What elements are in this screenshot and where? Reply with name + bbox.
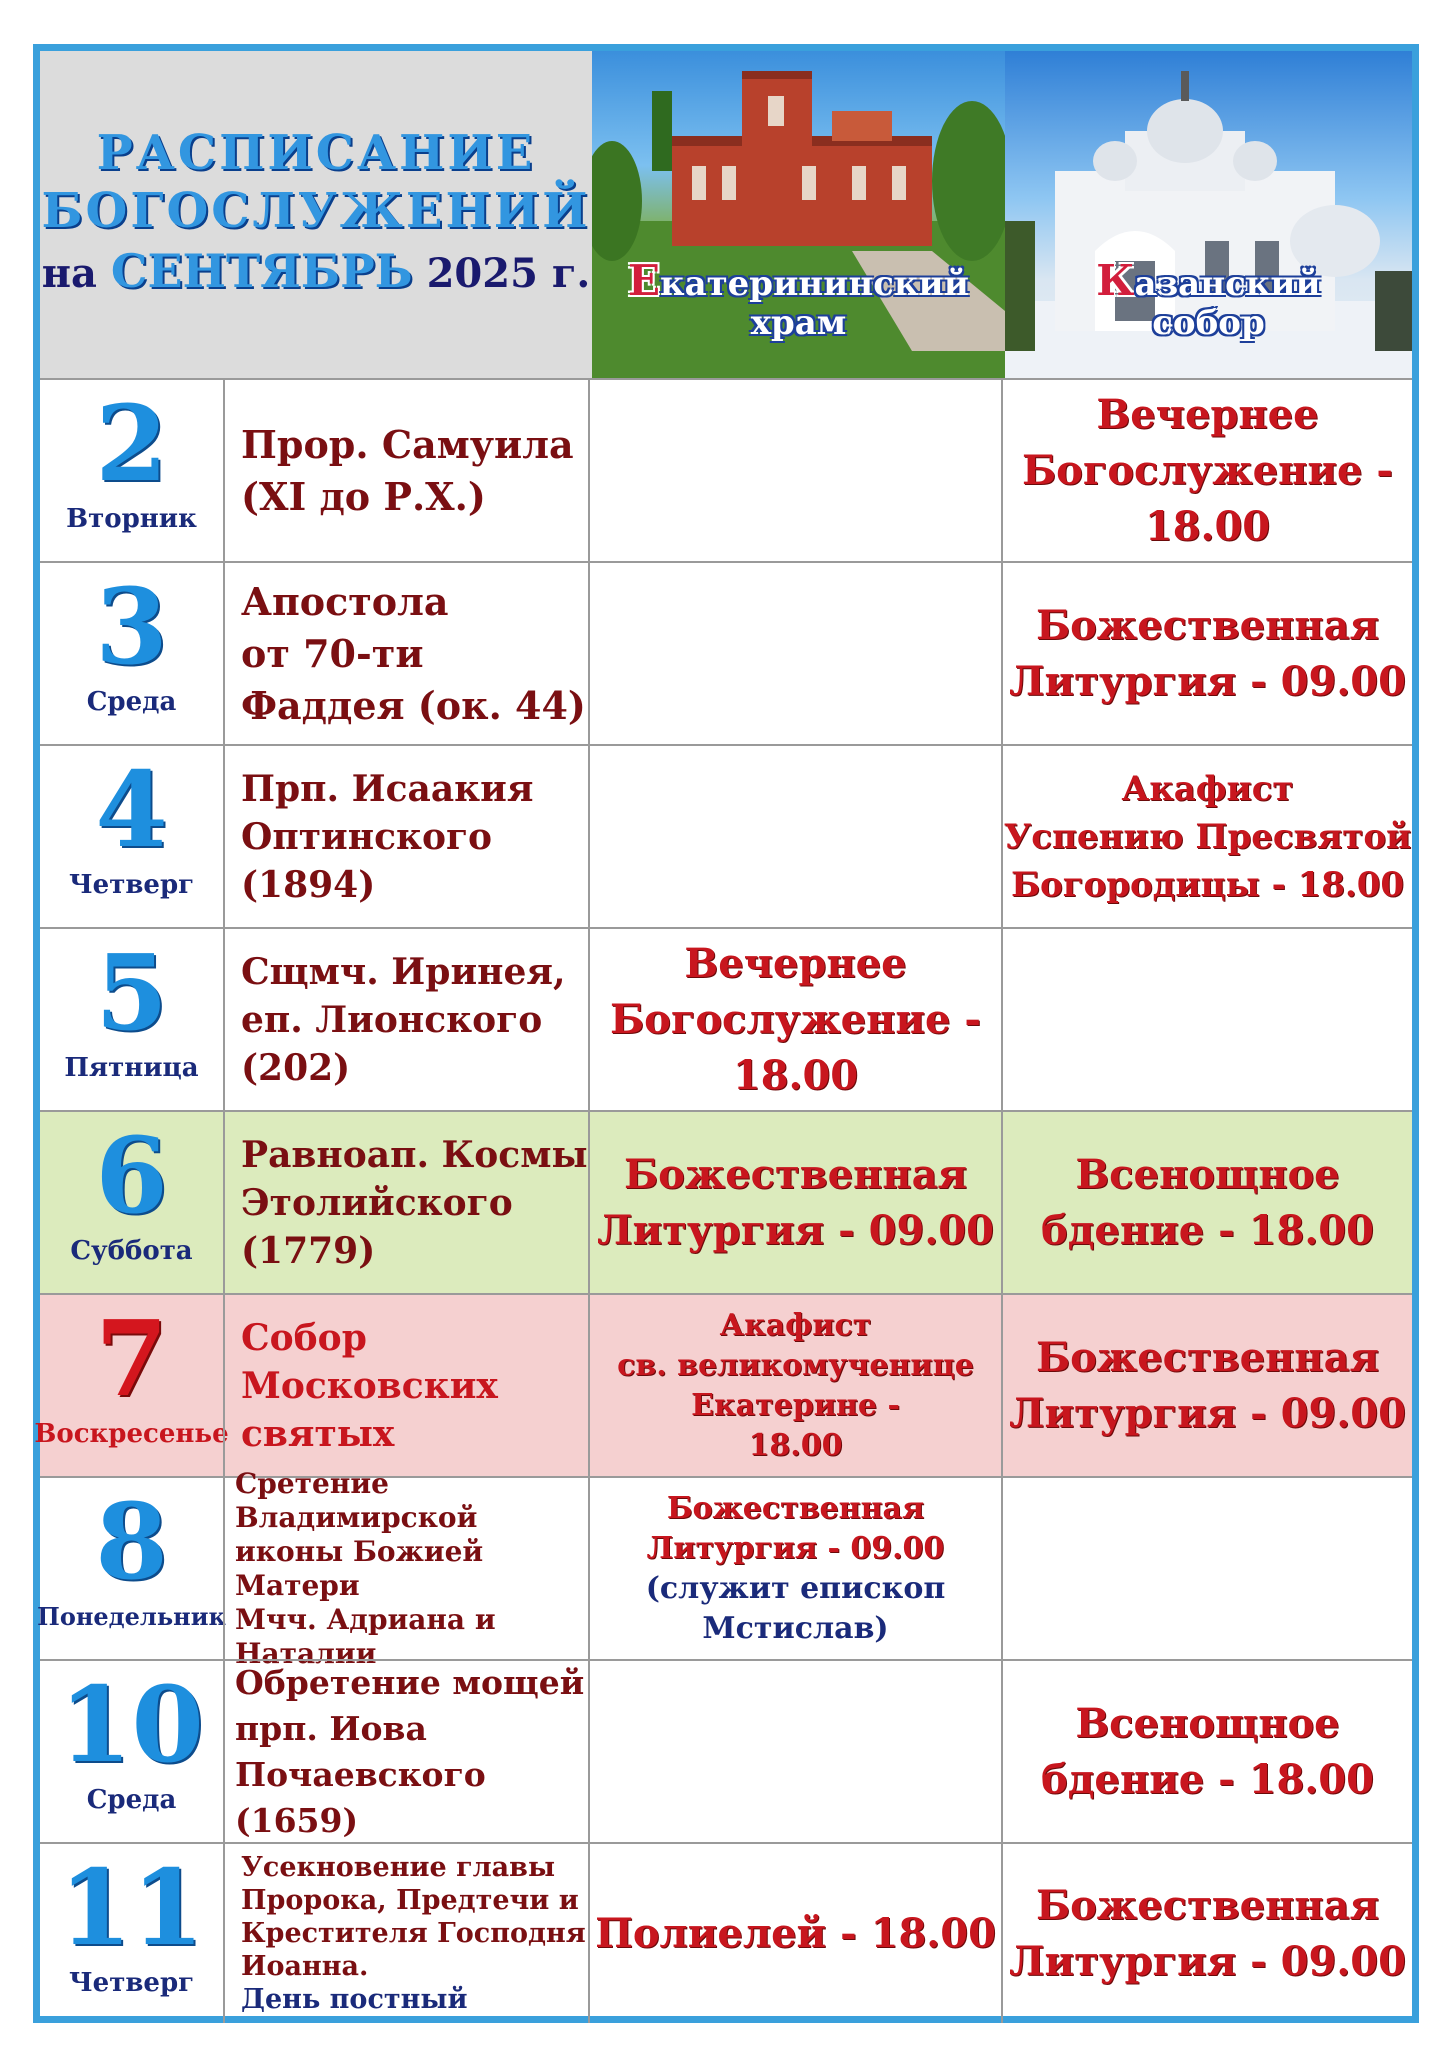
service-note: (служит епископ (645, 1570, 946, 1606)
service-line: Богослужение - (610, 995, 981, 1043)
saint-line: Апостола (241, 578, 449, 624)
saint-line: Прп. Исаакия (241, 767, 534, 810)
saint-cell (223, 1295, 588, 1476)
month-name: СЕНТЯБРЬ (110, 244, 413, 298)
day-number: 7 (95, 1297, 168, 1420)
schedule-row (40, 927, 1412, 1110)
ekaterina-cell (588, 1844, 1001, 2023)
service-line: Богородицы - 18.00 (1010, 864, 1405, 905)
service-line: Литургия - 09.00 (1009, 1389, 1406, 1437)
saint-line: День постный (241, 1984, 468, 2015)
weekday: Понедельник (37, 1602, 226, 1631)
church1-name: катерининский (660, 264, 969, 304)
day-number: 11 (59, 1846, 204, 1969)
service-line: Божественная (1035, 601, 1380, 649)
month-line (42, 240, 591, 305)
saint-line: прп. Иова (235, 1708, 427, 1748)
service-line: Литургия - 09.00 (1009, 1937, 1406, 1985)
saint-line: Усекновение главы (241, 1852, 556, 1883)
saint-line: иконы Божией Матери (235, 1534, 484, 1602)
church2-first-letter: К (1096, 256, 1135, 305)
service-line: 18.00 (748, 1427, 843, 1463)
kazan-cathedral-photo (1005, 51, 1412, 378)
saint-line: Прор. Самуила (241, 421, 574, 467)
service-line: св. великомученице (617, 1347, 974, 1383)
saint-line: Пророка, Предтечи и (241, 1885, 579, 1916)
weekday: Четверг (68, 1968, 195, 1998)
schedule-row (40, 1842, 1412, 2023)
date-cell (40, 746, 223, 927)
saint-cell (223, 1661, 588, 1842)
schedule-row (40, 378, 1412, 561)
service-line: Всенощное (1075, 1150, 1340, 1198)
schedule-row (37, 1466, 1412, 1670)
church2-name: азанский (1134, 264, 1321, 304)
saint-cell (223, 380, 588, 561)
schedule-row (40, 1659, 1412, 1842)
schedule-row-sunday (34, 1293, 1412, 1476)
ekaterina-cell (588, 1112, 1001, 1293)
weekday: Пятница (64, 1053, 199, 1083)
service-line: 18.00 (732, 1051, 859, 1099)
year: 2025 г. (426, 250, 591, 297)
ekaterina-cell (588, 929, 1001, 1110)
saint-line: еп. Лионского (241, 998, 543, 1041)
title-line-1: РАСПИСАНИЕ (96, 125, 536, 181)
service-line: Полиелей - 18.00 (595, 1909, 996, 1957)
service-line: Екатерине - (691, 1387, 900, 1423)
saint-line: Крестителя Господня (241, 1918, 586, 1949)
church1-first-letter: Е (628, 256, 661, 305)
service-line: Литургия - 09.00 (1009, 657, 1406, 705)
schedule-row-saturday (40, 1110, 1412, 1293)
day-number: 8 (95, 1480, 168, 1603)
ekaterina-cell (588, 1661, 1001, 1842)
month-prefix: на (41, 250, 97, 297)
saint-cell (223, 746, 588, 927)
ekaterina-cell (588, 746, 1001, 927)
schedule-row (40, 744, 1412, 927)
service-line: Акафист (719, 1307, 872, 1343)
kazan-cell (1001, 1112, 1412, 1293)
ekaterina-cell (588, 1478, 1001, 1659)
service-line: Вечернее (684, 939, 907, 987)
date-cell (40, 1844, 223, 2023)
saint-line: Наталии (235, 1636, 377, 1670)
saint-line: Этолийского (241, 1181, 513, 1224)
service-line: бдение - 18.00 (1041, 1206, 1374, 1254)
saint-line: Обретение мощей (235, 1662, 585, 1702)
kazan-cell (1001, 746, 1412, 927)
weekday: Воскресенье (34, 1419, 229, 1449)
service-line: Богослужение - (1022, 446, 1393, 494)
service-note: Мстислав) (702, 1610, 889, 1646)
kazan-cell (1001, 1478, 1412, 1659)
saint-line: Сретение Владимирской (235, 1466, 478, 1534)
schedule-frame (33, 44, 1419, 2023)
saint-cell (223, 1112, 588, 1293)
date-cell (34, 1295, 229, 1476)
saint-line: Фаддея (ок. 44) (241, 682, 586, 728)
service-line: Литургия - 09.00 (646, 1530, 945, 1566)
saint-line: святых (241, 1412, 395, 1455)
service-line: 18.00 (1144, 502, 1271, 550)
service-line: Вечернее (1096, 390, 1319, 438)
ekaterina-cell (588, 1295, 1001, 1476)
day-number: 3 (95, 565, 168, 688)
saint-line: Почаевского (1659) (235, 1754, 486, 1840)
church1-caption-line2: храм (750, 303, 847, 343)
saint-cell (223, 929, 588, 1110)
saint-line: от 70-ти (241, 630, 424, 676)
kazan-cell (1001, 1661, 1412, 1842)
service-line: Божественная (666, 1490, 925, 1526)
service-line: Акафист (1121, 768, 1294, 809)
kazan-cell (1001, 1295, 1412, 1476)
saint-line: Собор Московских (241, 1316, 498, 1407)
date-cell (40, 1112, 223, 1293)
weekday: Суббота (70, 1236, 193, 1266)
service-line: Божественная (623, 1150, 968, 1198)
day-number: 10 (59, 1663, 204, 1786)
title-line-2: БОГОСЛУЖЕНИЙ (41, 183, 591, 239)
service-line: Литургия - 09.00 (597, 1206, 994, 1254)
weekday: Среда (86, 687, 177, 717)
ekaterina-cell (588, 380, 1001, 561)
day-number: 2 (95, 382, 168, 505)
weekday: Среда (86, 1785, 177, 1815)
service-line: Успению Пресвятой (1003, 816, 1412, 857)
kazan-cell (1001, 1844, 1412, 2023)
day-number: 6 (95, 1114, 168, 1237)
kazan-cell (1001, 929, 1412, 1110)
saint-line: (202) (241, 1046, 351, 1089)
date-cell (37, 1478, 226, 1659)
weekday: Вторник (66, 504, 197, 534)
saint-line: Оптинского (241, 815, 493, 858)
service-line: бдение - 18.00 (1041, 1755, 1374, 1803)
ekaterina-church-photo (592, 51, 1005, 378)
saint-line: Мчч. Адриана и (235, 1602, 496, 1636)
saint-cell (223, 563, 588, 744)
date-cell (40, 380, 223, 561)
ekaterina-cell (588, 563, 1001, 744)
kazan-cell (1001, 563, 1412, 744)
day-number: 4 (95, 748, 168, 871)
service-line: Божественная (1035, 1333, 1380, 1381)
date-cell (40, 1661, 223, 1842)
saint-line: (1894) (241, 863, 376, 906)
saint-line: Иоанна. (241, 1951, 369, 1982)
schedule-row (40, 561, 1412, 744)
title-box (40, 51, 592, 378)
saint-line: Сщмч. Иринея, (241, 950, 566, 993)
day-number: 5 (95, 931, 168, 1054)
service-line: Божественная (1035, 1881, 1380, 1929)
service-line: Всенощное (1075, 1699, 1340, 1747)
date-cell (40, 563, 223, 744)
church1-caption-line1 (592, 256, 1005, 305)
date-cell (40, 929, 223, 1110)
header (40, 51, 1412, 378)
saint-line: (XI до Р.Х.) (241, 473, 486, 519)
saint-cell (223, 1844, 588, 2023)
church2-caption-line2: собор (1152, 303, 1265, 343)
saint-line: Равноап. Космы (241, 1133, 588, 1176)
kazan-cell (1001, 380, 1412, 561)
weekday: Четверг (68, 870, 195, 900)
saint-cell (223, 1466, 588, 1670)
church2-caption-line1 (1005, 256, 1412, 305)
saint-line: (1779) (241, 1229, 376, 1272)
